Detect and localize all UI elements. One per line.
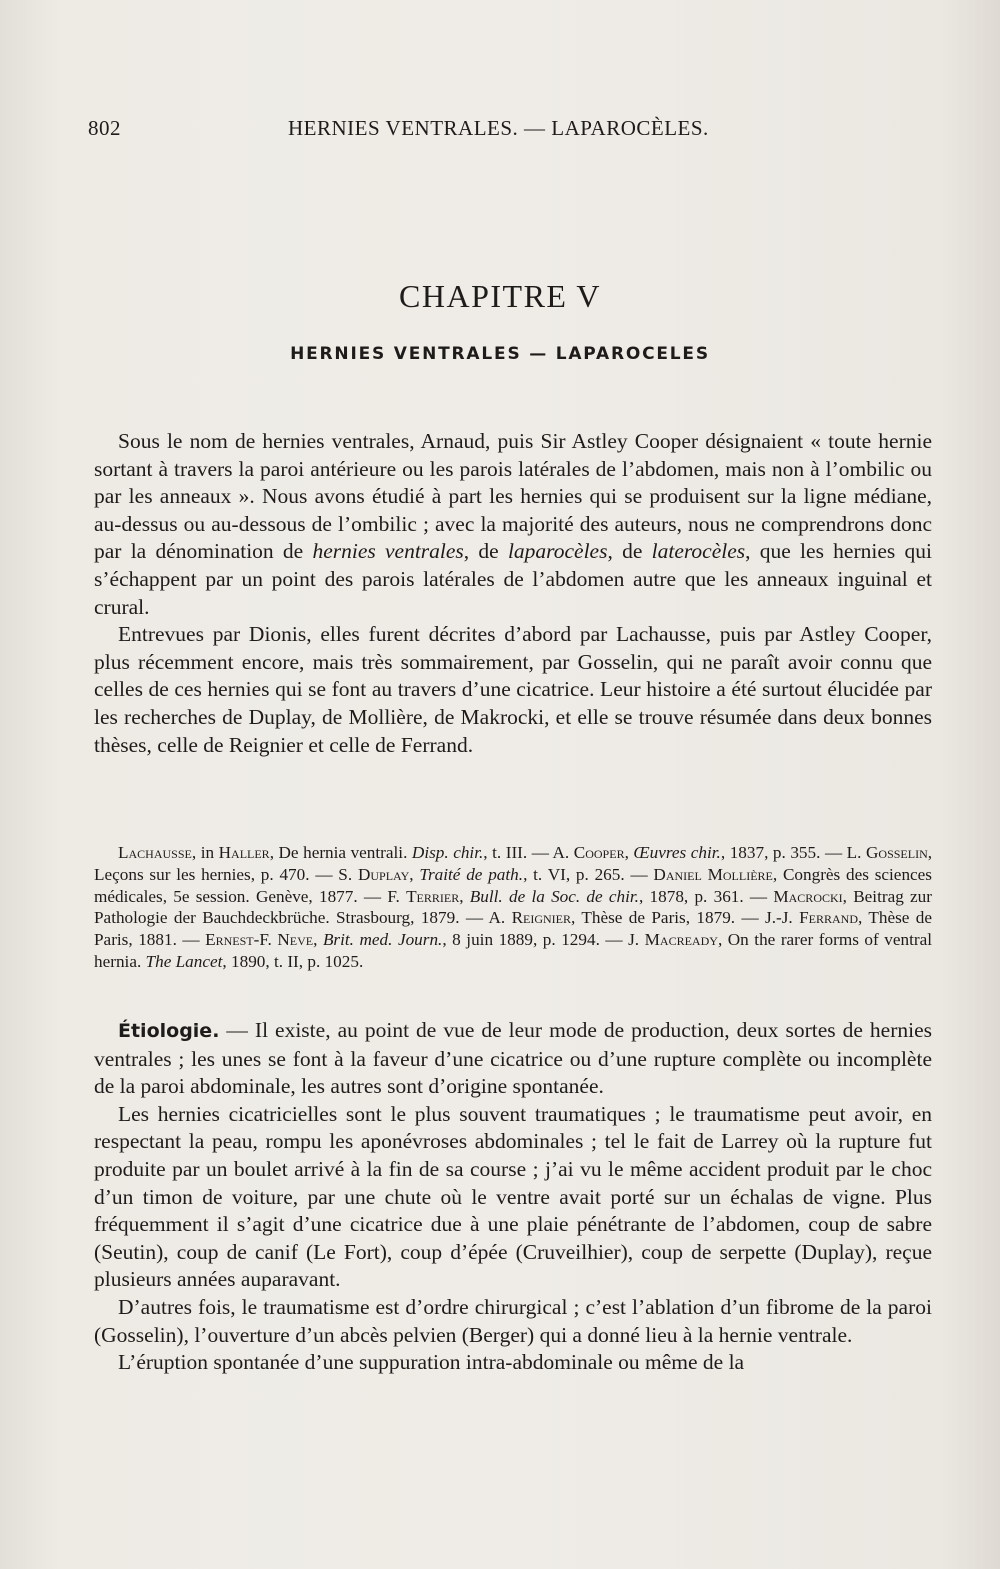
author-name: Reignier [511, 908, 572, 928]
text-run: , Thèse de Paris, 1879. — J.-J. [571, 908, 800, 928]
italic-term: hernies ventrales [312, 539, 464, 564]
intro-paragraph-1 [94, 428, 932, 621]
intro-paragraph-2: Entrevues par Dionis, elles furent décrites d’abord par Lachausse, puis par Astley Cooper, plus récemment encore, mais très sommairement, par Gosselin, qui ne paraît avoir connu que celles de ces hernies qui se font au travers d’une cicatrice. Leur histoire a été surtout élucidée par les recherches de Duplay, de Mollière, de Makrocki, et elle se trouve résumée dans deux bonnes thèses, celle de Reignier et celle de Ferrand. [94, 622, 932, 757]
text-run: , [313, 930, 323, 950]
italic-term: laterocèles [651, 539, 746, 564]
author-name: Gosselin [866, 843, 928, 862]
author-name: Macrocki [773, 886, 843, 906]
text-run: , De hernia ventrali. [269, 843, 412, 862]
author-name: Daniel Mollière [653, 864, 773, 884]
etiologie-section [94, 1017, 932, 1377]
chapter-title: HERNIES VENTRALES — LAPAROCELES [290, 344, 710, 364]
text-run: — Il existe, au point de vue de leur mode de production, deux sortes de hernies ventrales ; les unes se font à la faveur d’une cicatrice ou d’une rupture complète ou incomplète de la paroi abdominale, les autres sont d’origine spontanée. [94, 1018, 932, 1099]
author-name: Duplay [357, 864, 410, 884]
italic-term: laparocèles [507, 539, 608, 564]
text-run: , [409, 864, 420, 884]
author-name: Ernest-F. Neve [205, 930, 314, 950]
author-name: Cooper [573, 843, 625, 862]
italic-title: The Lancet [145, 951, 223, 971]
page-number: 802 [88, 116, 121, 140]
text-run: , 1878, p. 361. — [638, 886, 774, 906]
italic-title: Brit. med. Journ. [322, 930, 443, 950]
text-run: , in [191, 843, 219, 862]
text-run: , 8 juin 1889, p. 1294. — J. [442, 930, 645, 950]
text-run: , Leçons sur les hernies, p. 470. — S. [94, 843, 933, 884]
author-name: Terrier [406, 886, 460, 906]
text-run: , 1837, p. 355. — L. [720, 843, 866, 862]
text-run: , t. III. — A. [483, 843, 574, 862]
text-run: , de [607, 539, 652, 564]
text-run: , 1890, t. II, p. 1025. [222, 951, 364, 971]
author-name: Haller [218, 843, 270, 862]
text-run: , On the rarer forms of ventral hernia. [94, 930, 932, 971]
etiologie-paragraph-1 [94, 1017, 932, 1101]
text-run: , [459, 886, 470, 906]
italic-title: Disp. chir. [411, 843, 484, 862]
author-name: Lachausse [118, 843, 192, 862]
intro-text [94, 428, 932, 759]
chapter-label: CHAPITRE V [399, 278, 601, 314]
etiologie-paragraph-2: Les hernies cicatricielles sont le plus souvent traumatiques ; le traumatisme peut avoir, en respectant la peau, rompu les aponévroses abdominales ; tel le fait de Larrey où la rupture fut produite par un boulet arrivé à la fin de sa course ; j’ai vu le même accident produit par le choc d’un timon de voiture, par une chute où le ventre avait porté sur un échalas de vigne. Plus fréquemment il s’agit d’une cicatrice due à une plaie pénétrante de l’abdomen, coup de sabre (Seutin), coup de canif (Le Fort), coup d’épée (Cruveilhier), coup de serpette (Duplay), reçue plusieurs années auparavant. [94, 1101, 932, 1292]
bibliography-references [94, 842, 932, 973]
etiologie-paragraph-4: L’éruption spontanée d’une suppuration intra-abdominale ou même de la [118, 1350, 745, 1375]
text-run: Sous le nom de hernies ventrales, Arnaud, puis Sir Astley Cooper désignaient « toute hernie sortant à travers la paroi antérieure ou les parois latérales de l’abdomen, mais non à l’ombilic ou par les anneaux ». Nous avons étudié à part les hernies qui se produisent sur la ligne médiane, au-dessus ou au-dessous de l’ombilic ; avec la majorité des auteurs, nous ne comprendrons donc par la dénomination de [94, 429, 932, 564]
running-head [88, 116, 928, 146]
italic-title: Bull. de la Soc. de chir. [469, 886, 639, 906]
author-name: Macready [644, 930, 718, 950]
italic-title: Œuvres chir. [633, 843, 721, 862]
section-heading: Étiologie. [118, 1020, 220, 1042]
text-run: , de [463, 539, 508, 564]
author-name: Ferrand [799, 908, 858, 928]
running-title: HERNIES VENTRALES. — LAPAROCÈLES. [288, 116, 709, 140]
etiologie-paragraph-3: D’autres fois, le traumatisme est d’ordre chirurgical ; c’est l’ablation d’un fibrome de la paroi (Gosselin), l’ouverture d’un abcès pelvien (Berger) qui a donné lieu à la hernie ventrale. [94, 1294, 932, 1347]
text-run: , t. VI, p. 265. — [523, 864, 654, 884]
text-run: , Beitrag zur Pathologie der Bauchdeckbrüche. Strasbourg, 1879. — A. [94, 886, 932, 928]
text-run: , Congrès des sciences médicales, 5e session. Genève, 1877. — F. [94, 864, 932, 906]
text-run: , Thèse de Paris, 1881. — [94, 908, 932, 950]
text-run: , [624, 843, 634, 862]
italic-title: Traité de path. [419, 864, 524, 884]
text-run: , que les hernies qui s’échappent par un point des parois latérales de l’abdomen autre que les anneaux inguinal et crural. [94, 539, 932, 619]
